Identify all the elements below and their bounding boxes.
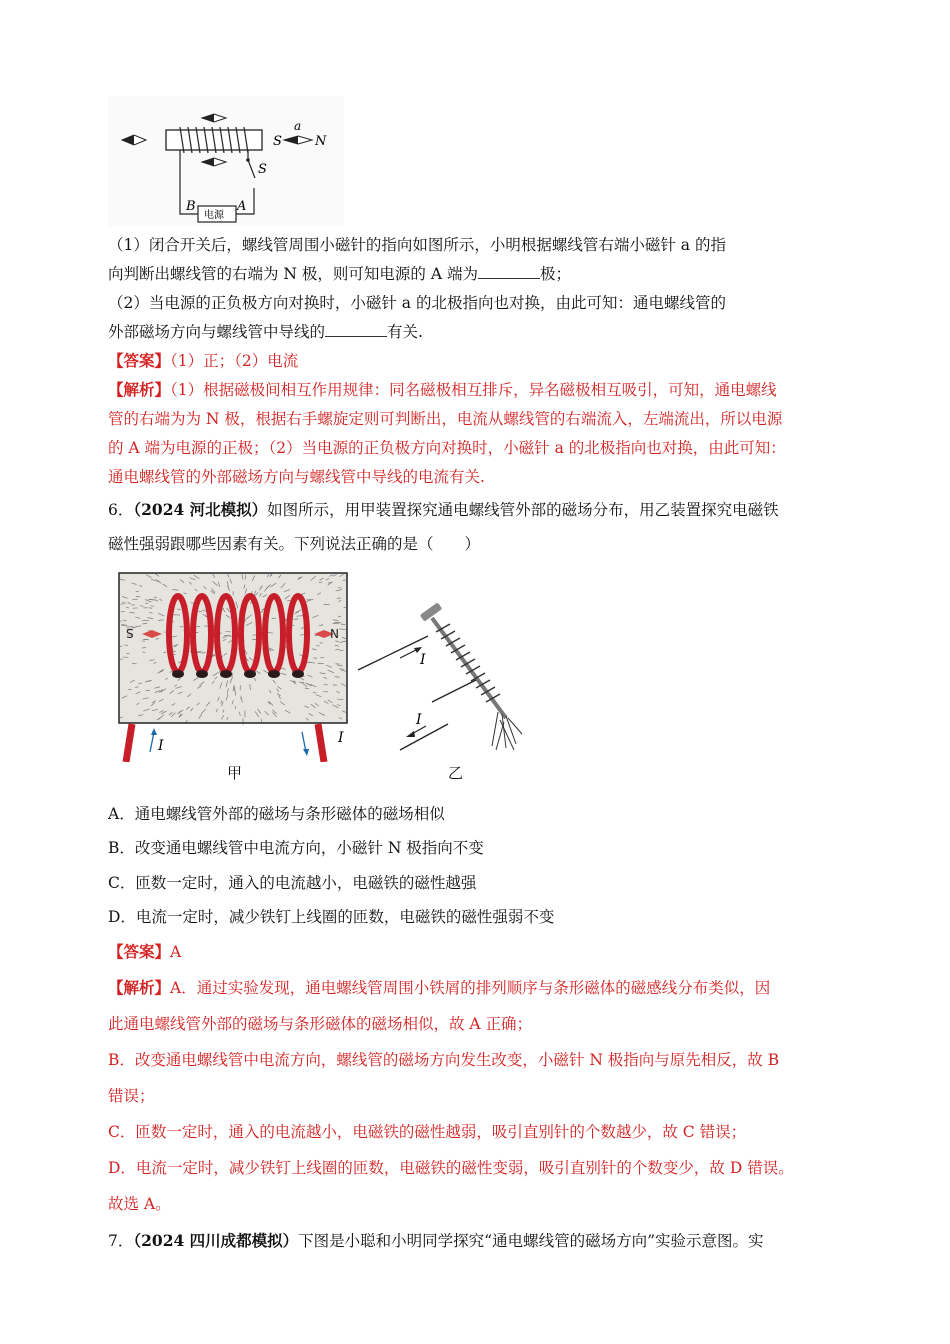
current-label-nail-top: I: [420, 652, 426, 668]
filings-n-label: N: [330, 627, 339, 641]
terminal-b-label: B: [186, 199, 196, 214]
q5-part2-suffix: 有关.: [387, 323, 423, 341]
pole-s-label: S: [273, 134, 282, 149]
needle-a-label: a: [294, 119, 302, 133]
q6-analysis-line1: [108, 977, 770, 999]
q5-analysis-line3: 的 A 端为电源的正极；（2）当电源的正负极方向对换时，小磁针 a 的北极指向也对换，由此可知：: [108, 439, 786, 457]
q7-stem-text: 下图是小聪和小明同学探究“通电螺线管的磁场方向”实验示意图。实: [298, 1232, 764, 1250]
q6-analysis-line3: B．改变通电螺线管中电流方向，螺线管的磁场方向发生改变，小磁针 N 极指向与原先相反，故 B: [108, 1051, 780, 1069]
q5-answer-tag: 【答案】: [108, 351, 171, 370]
q6-number: 6．: [108, 501, 134, 519]
nail-electromagnet-figure: [356, 600, 546, 760]
q6-answer: [108, 941, 181, 963]
q6-answer-text: A: [170, 943, 182, 961]
q6-option-c: C．匝数一定时，通入的电流越小，电磁铁的磁性越强: [108, 874, 477, 892]
q6-analysis-text: A．通过实验发现，通电螺线管周围小铁屑的排列顺序与条形磁体的磁感线分布类似，因: [170, 979, 771, 997]
q5-answer-text: （1）正；（2）电流: [170, 352, 299, 370]
q6-option-b: B．改变通电螺线管中电流方向，小磁针 N 极指向不变: [108, 839, 484, 857]
q6-source: （2024 河北模拟）: [133, 500, 268, 519]
q5-answer: [108, 350, 298, 372]
caption-yi: 乙: [448, 764, 464, 782]
q7-stem-line1: [108, 1230, 764, 1252]
q5-analysis-line2: 管的右端为为 N 极，根据右手螺旋定则可判断出，电流从螺线管的右端流入，左端流出，所以电源: [108, 410, 783, 428]
solenoid-circuit-figure: [108, 96, 344, 226]
power-supply-label: 电源: [204, 210, 224, 221]
q5-analysis-line4: 通电螺线管的外部磁场方向与螺线管中导线的电流有关.: [108, 468, 485, 486]
q6-analysis-line7: 故选 A。: [108, 1195, 171, 1213]
q5-part1-line2: [108, 263, 571, 285]
q5-part1-text: 向判断出螺线管的右端为 N 极，则可知电源的 A 端为: [108, 265, 478, 283]
q5-part1-line1: （1）闭合开关后，螺线管周围小磁针的指向如图所示，小明根据螺线管右端小磁针 a 的指: [108, 236, 726, 254]
q6-stem-line1: [108, 499, 779, 521]
current-label-left: I: [158, 738, 164, 754]
solenoid-iron-filings-figure: [118, 572, 350, 762]
q7-number: 7．: [108, 1232, 134, 1250]
q6-analysis-line2: 此通电螺线管外部的磁场与条形磁体的磁场相似，故 A 正确；: [108, 1015, 533, 1033]
filings-s-label: S: [126, 627, 134, 641]
q6-analysis-line6: D．电流一定时，减少铁钉上线圈的匝数，电磁铁的磁性变弱，吸引直别针的个数变少，故 D 错误。: [108, 1159, 794, 1177]
q5-part2-line2: [108, 321, 423, 343]
q7-source: （2024 四川成都模拟）: [133, 1231, 299, 1250]
q5-analysis-tag: 【解析】: [108, 380, 171, 399]
q5-part2-text: 外部磁场方向与螺线管中导线的: [108, 323, 326, 341]
terminal-a-label: A: [237, 199, 247, 214]
q5-analysis-line1: [108, 379, 777, 401]
q6-analysis-line4: 错误；: [108, 1087, 155, 1105]
q5-analysis-text: （1）根据磁极间相互作用规律：同名磁极相互排斥，异名磁极相互吸引，可知，通电螺线: [170, 381, 777, 399]
q5-part2-line1: （2）当电源的正负极方向对换时，小磁针 a 的北极指向也对换，由此可知：通电螺线管的: [108, 294, 726, 312]
q5-blank-1: [478, 264, 540, 279]
pole-n-label: N: [315, 134, 327, 149]
q6-stem-text: 如图所示，用甲装置探究通电螺线管外部的磁场分布，用乙装置探究电磁铁: [267, 501, 779, 519]
q6-analysis-line5: C．匝数一定时，通入的电流越小，电磁铁的磁性越弱，吸引直别针的个数越少，故 C 错误；: [108, 1123, 747, 1141]
current-label-nail-bottom: I: [416, 712, 422, 728]
switch-s-label: S: [258, 162, 267, 177]
q6-stem-line2: 磁性强弱跟哪些因素有关。下列说法正确的是（ ）: [108, 535, 481, 553]
q5-part1-suffix: 极；: [539, 265, 571, 283]
q6-option-a: A．通电螺线管外部的磁场与条形磁体的磁场相似: [108, 805, 445, 823]
q5-blank-2: [325, 322, 387, 337]
caption-jia: 甲: [227, 764, 243, 782]
q6-option-d: D．电流一定时，减少铁钉上线圈的匝数，电磁铁的磁性强弱不变: [108, 908, 555, 926]
q6-answer-tag: 【答案】: [108, 942, 171, 961]
q6-analysis-tag: 【解析】: [108, 978, 171, 997]
current-label-right: I: [338, 730, 344, 746]
